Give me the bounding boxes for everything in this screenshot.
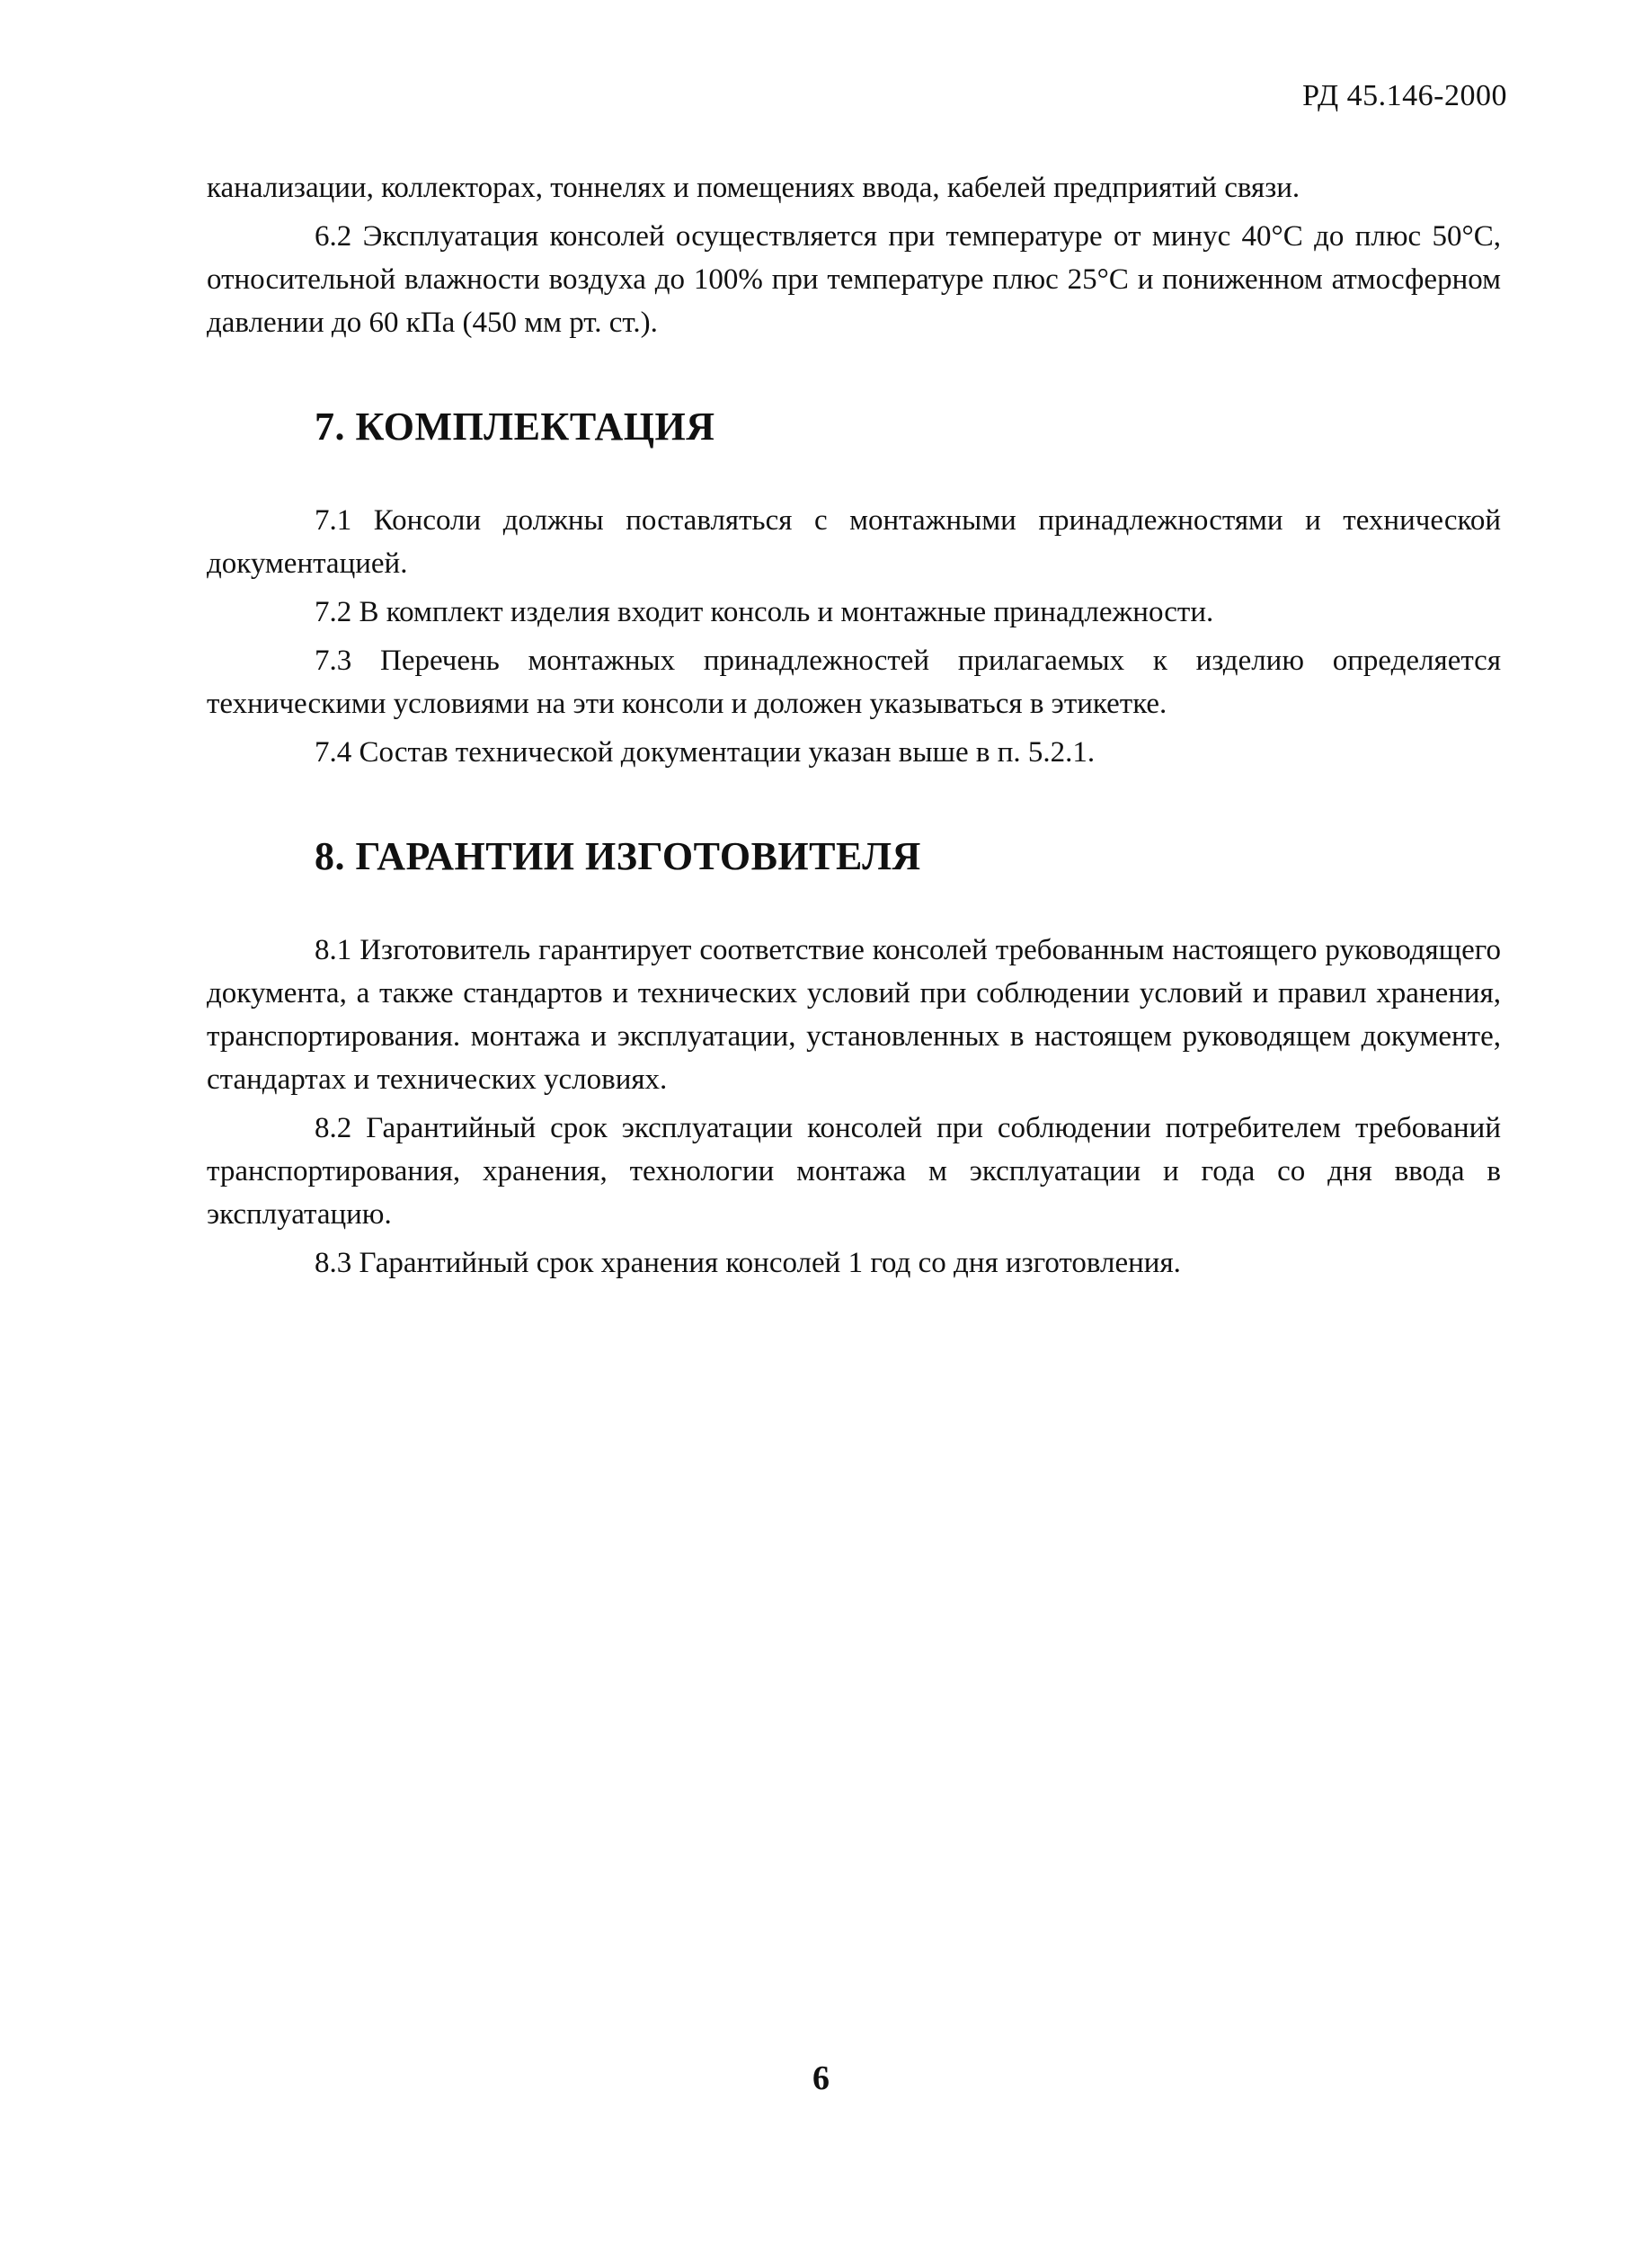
paragraph-7-4: 7.4 Состав технической документации указан выше в п. 5.2.1. [315,736,1096,769]
section-8-heading: 8. ГАРАНТИИ ИЗГОТОВИТЕЛЯ [315,834,921,878]
paragraph-8-3: 8.3 Гарантийный срок хранения консолей 1 год со дня изготовления. [315,1247,1181,1279]
paragraph-7-3: 7.3 Перечень монтажных принадлежностей прилагаемых к изделию определяется техническими условиями на эти консоли и доложен указываться в этикетке. [207,645,1501,720]
paragraph-7-2: 7.2 В комплект изделия входит консоль и монтажные принадлежности. [315,596,1214,628]
paragraph-7-1: 7.1 Консоли должны поставляться с монтажными принадлежностями и технической документацией. [207,504,1501,580]
paragraph-8-1: 8.1 Изготовитель гарантирует соответствие консолей требованным настоящего руководящего документа, а также стандартов и технических условий при соблюдении условий и правил хранения, транспортирования. монтажа и эксплуатации, установленных в настоящем руководящем документе, стандартах и технических условиях. [207,934,1501,1096]
section-7-heading: 7. КОМПЛЕКТАЦИЯ [315,405,715,449]
document-code: РД 45.146-2000 [1302,79,1507,112]
paragraph-8-2: 8.2 Гарантийный срок эксплуатации консолей при соблюдении потребителем требований транспортирования, хранения, технологии монтажа м эксплуатации и года со дня ввода в эксплуатацию. [207,1112,1501,1231]
paragraph-6-1-continuation: канализации, коллекторах, тоннелях и помещениях ввода, кабелей предприятий связи. [207,172,1300,204]
page-number: 6 [812,2059,830,2097]
document-body [207,166,1501,1285]
paragraph-6-2: 6.2 Эксплуатация консолей осуществляется при температуре от минус 40°С до плюс 50°С, относительной влажности воздуха до 100% при температуре плюс 25°С и пониженном атмосферном давлении до 60 кПа (450 мм рт. ст.). [207,220,1501,339]
